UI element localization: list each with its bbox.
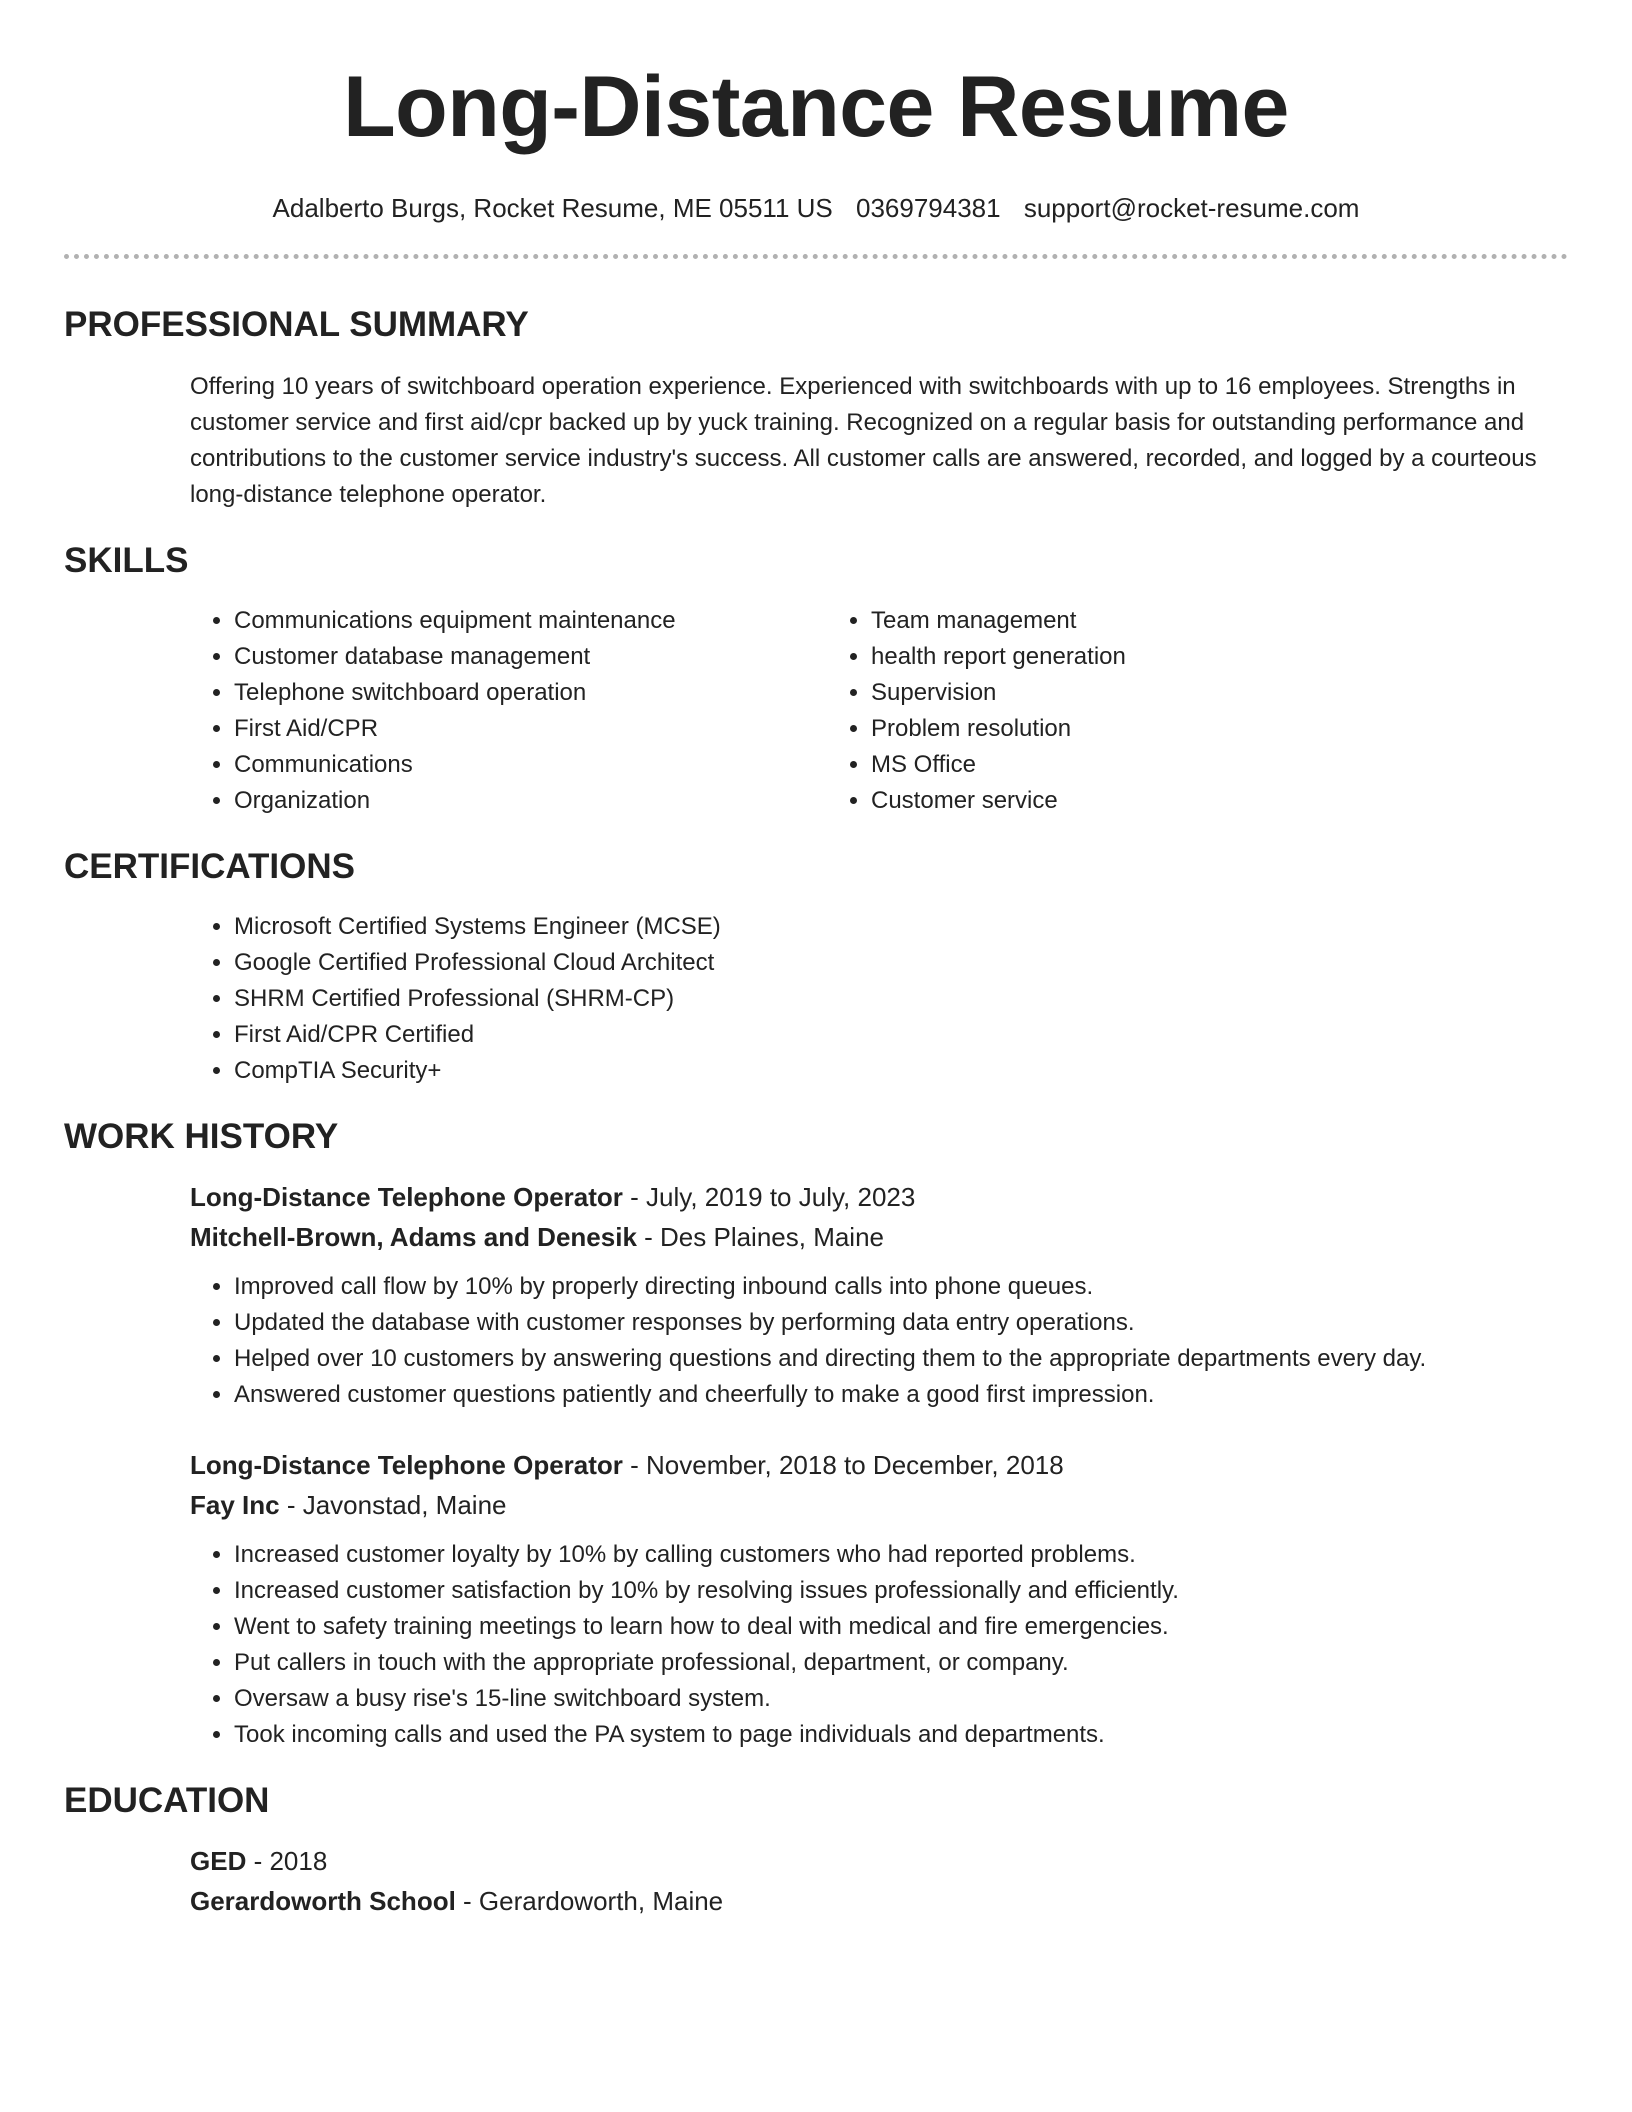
company-location: - Des Plaines, Maine — [636, 1222, 885, 1252]
contact-address: Adalberto Burgs, Rocket Resume, ME 05511 US — [272, 193, 833, 223]
degree: GED — [190, 1846, 247, 1876]
job-company-line — [190, 1217, 1568, 1257]
education-heading: EDUCATION — [64, 1781, 270, 1820]
skill-item: • First Aid/CPR — [234, 711, 827, 747]
job-title: Long-Distance Telephone Operator — [190, 1450, 623, 1480]
certification-item: • Microsoft Certified Systems Engineer (MCSE) — [234, 909, 1568, 945]
skills-list-left — [190, 603, 827, 819]
certification-item: • First Aid/CPR Certified — [234, 1017, 1568, 1053]
professional-summary-text: Offering 10 years of switchboard operation experience. Experienced with switchboards with up to 16 employees. Strengths in customer service and first aid/cpr backed up by yuck training. Recognized on a regular basis for outstanding performance and contributions to the customer service industry's success. All customer calls are answered, recorded, and logged by a courteous long-distance telephone operator. — [190, 373, 1537, 508]
job-bullet: • Put callers in touch with the appropriate professional, department, or company. — [234, 1645, 1568, 1681]
job-bullet: • Took incoming calls and used the PA system to page individuals and departments. — [234, 1717, 1568, 1753]
skills-list-right — [827, 603, 1126, 819]
professional-summary-heading: PROFESSIONAL SUMMARY — [64, 305, 529, 344]
job-bullet: • Increased customer loyalty by 10% by calling customers who had reported problems. — [234, 1537, 1568, 1573]
graduation-year: - 2018 — [246, 1846, 328, 1876]
certification-item: • Google Certified Professional Cloud Architect — [234, 945, 1568, 981]
certification-item: • SHRM Certified Professional (SHRM-CP) — [234, 981, 1568, 1017]
certifications-list — [190, 909, 1568, 1089]
degree-line — [190, 1841, 1568, 1881]
job-bullet: • Answered customer questions patiently and cheerfully to make a good first impression. — [234, 1377, 1568, 1413]
school-line — [190, 1881, 1568, 1921]
skill-item: • Customer service — [871, 783, 1126, 819]
job-bullet: • Improved call flow by 10% by properly directing inbound calls into phone queues. — [234, 1269, 1568, 1305]
school-name: Gerardoworth School — [190, 1886, 456, 1916]
skill-item: • Team management — [871, 603, 1126, 639]
contact-info — [64, 190, 1568, 226]
skill-item: • Telephone switchboard operation — [234, 675, 827, 711]
job-bullet: • Oversaw a busy rise's 15-line switchboard system. — [234, 1681, 1568, 1717]
skill-item: • health report generation — [871, 639, 1126, 675]
education-entry — [190, 1841, 1568, 1921]
skill-item: • Communications equipment maintenance — [234, 603, 827, 639]
job-responsibilities — [190, 1537, 1568, 1753]
skill-item: • Supervision — [871, 675, 1126, 711]
work-entry — [190, 1177, 1568, 1413]
job-responsibilities — [190, 1269, 1568, 1413]
job-dates: - July, 2019 to July, 2023 — [622, 1182, 916, 1212]
job-bullet: • Went to safety training meetings to learn how to deal with medical and fire emergencies. — [234, 1609, 1568, 1645]
job-bullet: • Updated the database with customer responses by performing data entry operations. — [234, 1305, 1568, 1341]
certifications-heading: CERTIFICATIONS — [64, 847, 356, 886]
work-entry — [190, 1445, 1568, 1753]
job-dates: - November, 2018 to December, 2018 — [622, 1450, 1064, 1480]
skills-heading: SKILLS — [64, 541, 189, 580]
job-title: Long-Distance Telephone Operator — [190, 1182, 623, 1212]
contact-email: support@rocket-resume.com — [1023, 193, 1360, 223]
skills-grid — [190, 603, 1568, 819]
skill-item: • Communications — [234, 747, 827, 783]
school-location: - Gerardoworth, Maine — [455, 1886, 724, 1916]
contact-phone: 0369794381 — [856, 193, 1001, 223]
skill-item: • Customer database management — [234, 639, 827, 675]
skill-item: • MS Office — [871, 747, 1126, 783]
certification-item: • CompTIA Security+ — [234, 1053, 1568, 1089]
company-location: - Javonstad, Maine — [279, 1490, 507, 1520]
resume-title: Long-Distance Resume — [343, 59, 1289, 155]
job-bullet: • Increased customer satisfaction by 10% by resolving issues professionally and efficiently. — [234, 1573, 1568, 1609]
job-title-line — [190, 1177, 1568, 1217]
job-company-line — [190, 1485, 1568, 1525]
company-name: Fay Inc — [190, 1490, 280, 1520]
job-bullet: • Helped over 10 customers by answering questions and directing them to the appropriate departments every day. — [234, 1341, 1568, 1377]
company-name: Mitchell-Brown, Adams and Denesik — [190, 1222, 637, 1252]
header-divider — [64, 254, 1568, 259]
skill-item: • Problem resolution — [871, 711, 1126, 747]
job-title-line — [190, 1445, 1568, 1485]
skill-item: • Organization — [234, 783, 827, 819]
work-history-heading: WORK HISTORY — [64, 1117, 339, 1156]
